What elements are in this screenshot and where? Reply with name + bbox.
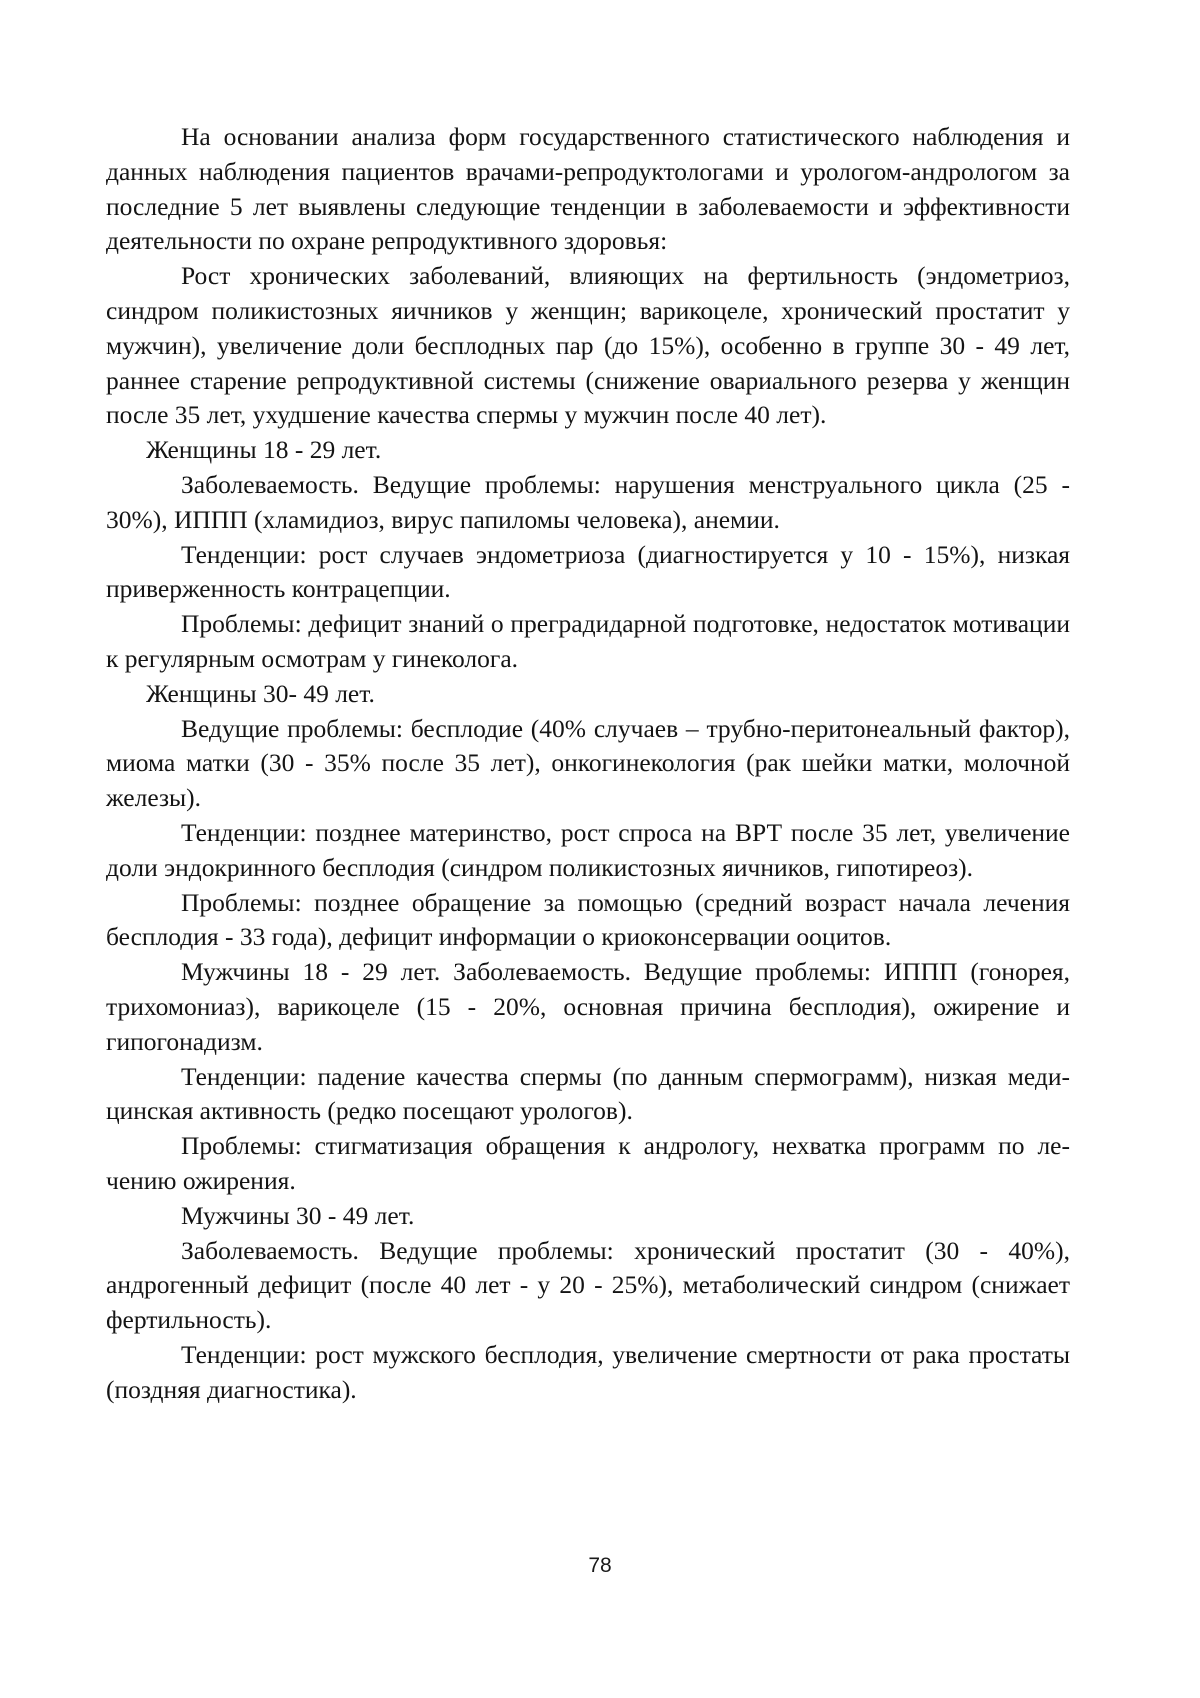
paragraph-women-18-29-morbidity: Заболеваемость. Ведущие проблемы: нарушения менструального цикла (25 - 30%), ИППП (хламидиоз, вирус папиломы человека), анемии. (106, 469, 1070, 534)
paragraph-men-18-29-problems: Проблемы: стигматизация обращения к андрологу, нехватка программ по лечению ожирения. (106, 1131, 1070, 1195)
paragraph-men-18-29-morbidity: Мужчины 18 - 29 лет. Заболеваемость. Ведущие проблемы: ИППП (гонорея, трихомониаз), варикоцеле (15 - 20%, основная причина бесплодия), ожирение и гипогонадизм. (106, 957, 1070, 1056)
paragraph-men-30-49-morbidity: Заболеваемость. Ведущие проблемы: хронический простатит (30 - 40%), андрогенный дефицит (после 40 лет - у 20 - 25%), метаболический синдром (снижает фертильность). (106, 1235, 1070, 1335)
paragraph-women-30-49-trends: Тенденции: позднее материнство, рост спроса на ВРТ после 35 лет, увеличение доли эндокринного бесплодия (синдром поликистозных яичников, гипотиреоз). (106, 817, 1070, 882)
paragraph-men-30-49-trends: Тенденции: рост мужского бесплодия, увеличение смертности от рака простаты (поздняя диагностика). (106, 1339, 1070, 1404)
heading-women-30-49: Женщины 30- 49 лет. (146, 678, 375, 708)
heading-women-18-29: Женщины 18 - 29 лет. (146, 435, 382, 465)
paragraph-women-18-29-problems: Проблемы: дефицит знаний о преградидарной подготовке, недостаток мотивации к регулярным осмотрам у гинеколога. (106, 609, 1070, 673)
page-number: 78 (588, 1554, 612, 1577)
heading-men-30-49: Мужчины 30 - 49 лет. (181, 1200, 415, 1230)
paragraph-women-18-29-trends: Тенденции: рост случаев эндометриоза (диагностируется у 10 - 15%), низкая приверженность контрацепции. (106, 539, 1070, 604)
paragraph-chronic-diseases: Рост хронических заболеваний, влияющих на фертильность (эндометриоз, синдром поликистозных яичников у женщин; варикоцеле, хронический простатит у мужчин), увеличение доли бесплодных пар (до 15%), особенно в группе 30 - 49 лет, раннее старение репродуктивной системы (снижение овариального резерва у женщин после 35 лет, ухудшение качества спермы у мужчин после 40 лет). (106, 261, 1070, 430)
paragraph-men-18-29-trends: Тенденции: падение качества спермы (по данным спермограмм), низкая медицинская активность (редко посещают урологов). (106, 1061, 1070, 1126)
paragraph-women-30-49-problems: Ведущие проблемы: бесплодие (40% случаев – трубно-перитонеальный фактор), миома матки (30 - 35% после 35 лет), онкогинекология (рак шейки матки, молочной железы). (106, 713, 1070, 813)
paragraph-intro: На основании анализа форм государственного статистического наблюдения и данных наблюдения пациентов врачами-репродуктологами и урологом-андрологом за последние 5 лет выявлены следующие тенденции в заболеваемости и эффективности деятельности по охране репродуктивного здоровья: (106, 122, 1070, 256)
document-body (106, 120, 1070, 1407)
paragraph-women-30-49-issues: Проблемы: позднее обращение за помощью (средний возраст начала лечения бесплодия - 33 года), дефицит информации о криоконсервации ооцитов. (106, 887, 1070, 952)
